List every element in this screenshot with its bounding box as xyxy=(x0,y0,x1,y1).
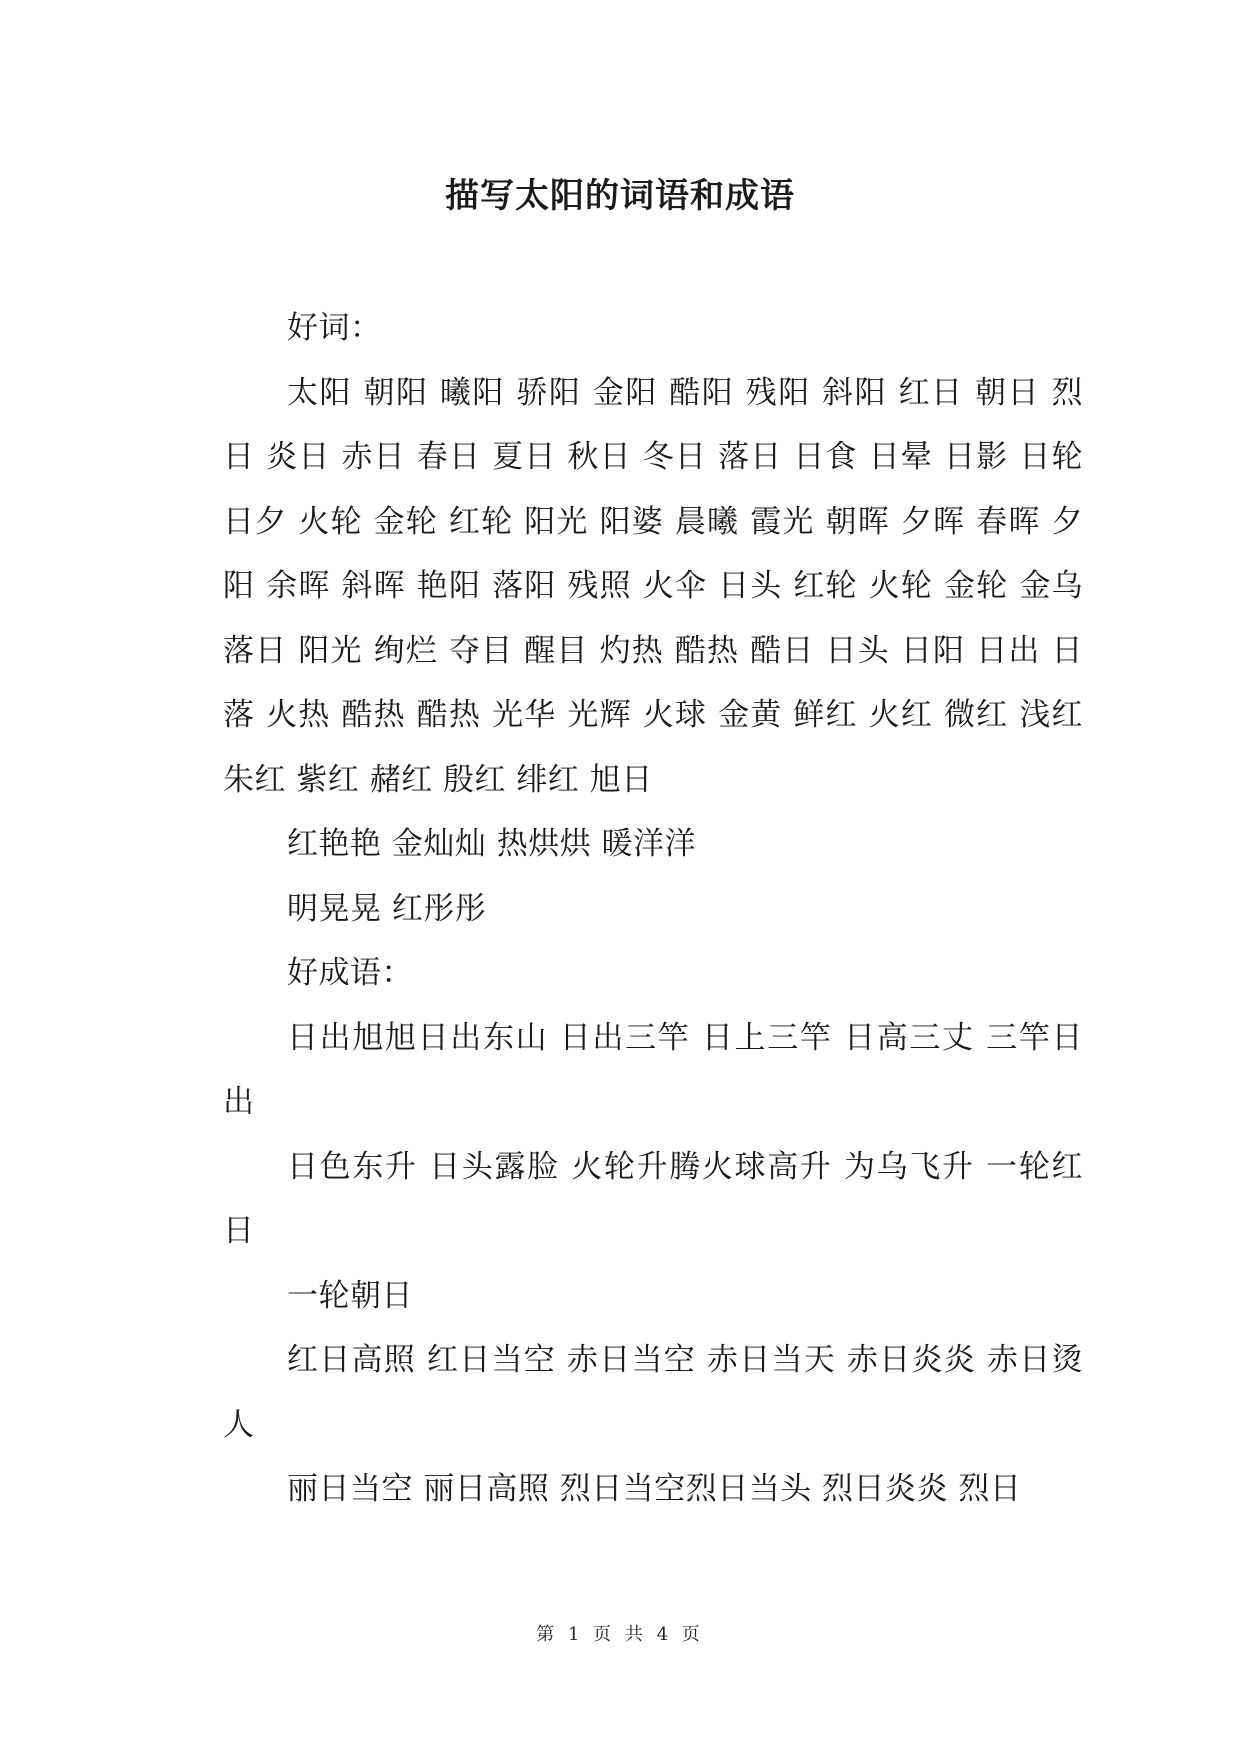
paragraph-reduplicated-words-1: 红艳艳 金灿灿 热烘烘 暖洋洋 xyxy=(287,826,697,862)
page-number-footer: 第 1 页 共 4 页 xyxy=(536,1624,704,1645)
paragraph-good-words-heading: 好词： xyxy=(287,310,382,346)
paragraph-reduplicated-words-2: 明晃晃 红彤彤 xyxy=(287,890,487,927)
document-body xyxy=(223,296,1083,1522)
paragraph-idioms-1: 日出旭旭日出东山 日出三竿 日上三竿 日高三丈 三竿日出 xyxy=(223,1019,1083,1120)
paragraph-idioms-2: 日色东升 日头露脸 火轮升腾火球高升 为乌飞升 一轮红日 xyxy=(223,1148,1083,1249)
paragraph-idioms-4: 红日高照 红日当空 赤日当空 赤日当天 赤日炎炎 赤日烫人 xyxy=(223,1342,1083,1443)
paragraph-good-words-list: 太阳 朝阳 曦阳 骄阳 金阳 酷阳 残阳 斜阳 红日 朝日 烈日 炎日 赤日 春日 夏日 秋日 冬日 落日 日食 日晕 日影 日轮 日夕 火轮 金轮 红轮 阳光 阳婆 晨曦 霞光 朝晖 夕晖 春晖 夕阳 余晖 斜晖 艳阳 落阳 残照 火伞 日头 红轮 火轮 金轮 金乌 落日 阳光 绚烂 夺目 醒目 灼热 酷热 酷日 日头 日阳 日出 日落 火热 酷热 酷热 光华 光辉 火球 金黄 鲜红 火红 微红 浅红 朱红 紫红 赭红 殷红 绯红 旭日 xyxy=(223,374,1083,798)
paragraph-idioms-heading: 好成语： xyxy=(287,955,413,991)
document-title: 描写太阳的词语和成语 xyxy=(445,176,795,216)
paragraph-idioms-5: 丽日当空 丽日高照 烈日当空烈日当头 烈日炎炎 烈日 xyxy=(287,1471,1022,1507)
paragraph-idioms-3: 一轮朝日 xyxy=(287,1277,413,1314)
